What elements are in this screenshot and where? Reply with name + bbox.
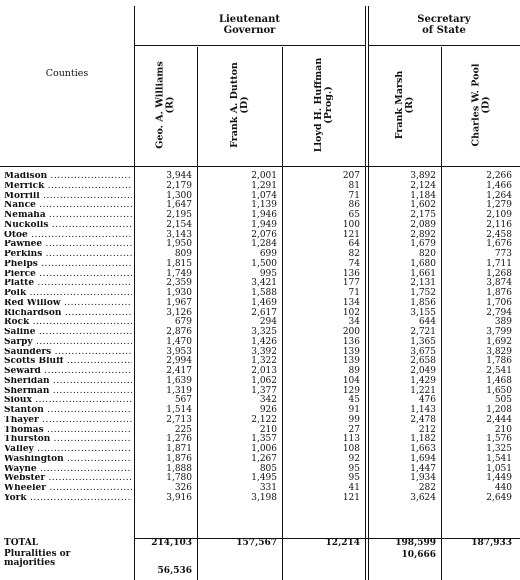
vote-cell: 1,930 [166, 288, 192, 298]
vote-cell: 1,291 [251, 180, 277, 191]
vote-cell: 1,967 [166, 297, 192, 308]
huffman-header [283, 47, 365, 163]
vote-cell: 1,946 [251, 210, 277, 220]
county-name: Sarpy ..... [4, 338, 132, 348]
vote-cell: 27 [348, 424, 360, 435]
vote-cell: 207 [342, 171, 360, 181]
county-name: Pierce ..... [4, 270, 132, 280]
vote-cell: 99 [348, 414, 360, 425]
vote-cell: 2,013 [251, 366, 277, 376]
county-name: Valley ..... [4, 445, 132, 455]
vote-cell: 1,074 [251, 190, 277, 201]
vote-cell: 1,949 [251, 219, 277, 230]
vote-cell: 92 [348, 453, 360, 464]
vote-cell: 65 [348, 210, 360, 220]
counties-header: Counties [45, 68, 89, 79]
vote-cell: 1,888 [166, 463, 192, 474]
vote-cell: 102 [342, 307, 360, 318]
vote-cell: 41 [348, 483, 360, 493]
group-header-underline-right [368, 45, 520, 46]
county-name: Nuckolls ..... [4, 221, 132, 231]
vote-cell: 1,856 [410, 297, 436, 308]
vote-cell: 1,447 [410, 463, 436, 474]
vote-cell: 2,124 [410, 180, 436, 191]
vote-cell: 1,500 [251, 258, 277, 269]
huffman-header-label: Lloyd H. Huffman (Prog.) [313, 57, 335, 153]
county-name: Rock ..... [4, 318, 132, 328]
vote-cell: 1,749 [166, 268, 192, 279]
williams-header-label: Geo. A. Williams (R) [155, 61, 177, 149]
vote-cell: 1,680 [410, 258, 436, 269]
vote-cell: 1,426 [251, 336, 277, 347]
county-name: Nemaha ..... [4, 211, 132, 221]
total-marsh: 198,599 [395, 538, 436, 548]
county-name: Morrill ..... [4, 192, 132, 202]
vote-cell: 1,143 [410, 405, 436, 415]
vote-cell: 1,871 [166, 444, 192, 454]
county-name: Sheridan ..... [4, 377, 132, 387]
vote-cell: 2,175 [410, 210, 436, 220]
vote-cell: 773 [494, 249, 512, 259]
vote-cell: 805 [259, 463, 277, 474]
vote-cell: 2,478 [410, 414, 436, 425]
vote-cell: 2,049 [410, 366, 436, 376]
vote-cell: 505 [494, 395, 512, 406]
table-row [0, 182, 520, 192]
table-row [0, 455, 520, 465]
table-row [0, 260, 520, 270]
vote-cell: 3,421 [251, 278, 277, 289]
vote-cell: 389 [494, 317, 512, 328]
dutton-header [198, 47, 282, 163]
county-name: Saline ..... [4, 328, 132, 338]
vote-cell: 2,994 [166, 356, 192, 367]
total-label: TOTAL [4, 538, 39, 548]
vote-cell: 100 [342, 219, 360, 230]
vote-cell: 2,444 [486, 414, 512, 425]
county-name: Wayne ..... [4, 465, 132, 475]
vote-cell: 1,786 [486, 356, 512, 367]
vote-cell: 1,639 [166, 375, 192, 386]
vote-cell: 1,276 [166, 434, 192, 445]
vote-cell: 282 [418, 483, 436, 493]
vote-cell: 1,357 [251, 434, 277, 445]
vote-cell: 1,182 [410, 434, 436, 445]
vote-cell: 1,325 [486, 444, 512, 454]
vote-cell: 331 [259, 483, 277, 493]
vote-cell: 820 [418, 249, 436, 259]
vote-cell: 1,679 [410, 239, 436, 250]
vote-cell: 1,449 [486, 473, 512, 484]
vote-cell: 1,377 [251, 385, 277, 396]
plurality-marsh: 10,666 [401, 550, 436, 560]
table-row [0, 338, 520, 348]
vote-cell: 3,953 [166, 346, 192, 357]
county-name: Pawnee ..... [4, 240, 132, 250]
vote-cell: 64 [348, 239, 360, 250]
county-name: Sioux ..... [4, 396, 132, 406]
vote-cell: 3,198 [251, 492, 277, 503]
vote-cell: 476 [418, 395, 436, 406]
pool-header [442, 47, 520, 163]
vote-cell: 440 [494, 483, 512, 493]
vote-cell: 74 [348, 258, 360, 269]
vote-cell: 2,195 [166, 210, 192, 220]
vote-cell: 95 [348, 463, 360, 474]
vote-cell: 2,359 [166, 278, 192, 289]
county-name: Madison ..... [4, 172, 132, 182]
williams-header [135, 47, 197, 163]
vote-cell: 1,279 [486, 200, 512, 211]
vote-cell: 2,458 [486, 229, 512, 240]
vote-cell: 2,154 [166, 219, 192, 230]
total-dutton: 157,567 [236, 538, 277, 548]
vote-cell: 2,122 [251, 414, 277, 425]
vote-cell: 2,721 [410, 327, 436, 337]
vote-cell: 1,602 [410, 200, 436, 211]
vote-cell: 225 [174, 424, 192, 435]
vote-cell: 926 [259, 405, 277, 415]
vote-cell: 2,892 [410, 229, 436, 240]
vote-cell: 121 [342, 229, 360, 240]
vote-cell: 1,322 [251, 356, 277, 367]
vote-cell: 129 [342, 385, 360, 396]
marsh-header [369, 47, 441, 163]
vote-cell: 71 [348, 190, 360, 201]
vote-cell: 1,470 [166, 336, 192, 347]
vote-cell: 2,658 [410, 356, 436, 367]
vote-cell: 2,131 [410, 278, 436, 289]
vote-cell: 1,588 [251, 288, 277, 298]
vote-cell: 1,934 [410, 473, 436, 484]
vote-cell: 1,650 [486, 385, 512, 396]
vote-cell: 1,208 [486, 405, 512, 415]
vote-cell: 2,266 [486, 171, 512, 181]
pluralities-label: Pluralities or majorities [4, 549, 71, 568]
county-name: Perkins ..... [4, 250, 132, 260]
vote-cell: 2,649 [486, 492, 512, 503]
vote-cell: 995 [259, 268, 277, 279]
vote-cell: 1,541 [486, 453, 512, 464]
vote-cell: 1,468 [486, 375, 512, 386]
vote-cell: 1,264 [486, 190, 512, 201]
vote-cell: 1,692 [486, 336, 512, 347]
county-name: Phelps ..... [4, 260, 132, 270]
vote-cell: 3,799 [486, 327, 512, 337]
vote-cell: 2,713 [166, 414, 192, 425]
vote-cell: 1,876 [486, 288, 512, 298]
vote-cell: 136 [342, 336, 360, 347]
vote-cell: 1,514 [166, 405, 192, 415]
vote-cell: 3,892 [410, 171, 436, 181]
vote-cell: 210 [259, 424, 277, 435]
vote-cell: 200 [342, 327, 360, 337]
vote-cell: 1,576 [486, 434, 512, 445]
county-name: Platte ..... [4, 279, 132, 289]
vote-cell: 1,706 [486, 297, 512, 308]
vote-cell: 113 [342, 434, 360, 445]
vote-cell: 644 [418, 317, 436, 328]
vote-cell: 342 [259, 395, 277, 406]
county-name: Thomas ..... [4, 426, 132, 436]
vote-cell: 2,179 [166, 180, 192, 191]
vote-cell: 1,663 [410, 444, 436, 454]
vote-cell: 1,466 [486, 180, 512, 191]
vote-cell: 3,392 [251, 346, 277, 357]
vote-cell: 86 [348, 200, 360, 211]
vote-cell: 121 [342, 492, 360, 503]
vote-cell: 3,325 [251, 327, 277, 337]
vote-cell: 1,139 [251, 200, 277, 211]
vote-cell: 1,319 [166, 385, 192, 396]
vote-cell: 34 [348, 317, 360, 328]
county-name: Saunders ..... [4, 348, 132, 358]
vote-cell: 95 [348, 473, 360, 484]
vote-cell: 139 [342, 356, 360, 367]
vote-cell: 210 [494, 424, 512, 435]
pool-header-label: Charles W. Pool (D) [470, 63, 492, 147]
vote-cell: 71 [348, 288, 360, 298]
vote-cell: 2,876 [166, 327, 192, 337]
vote-cell: 3,126 [166, 307, 192, 318]
total-huffman: 12,214 [325, 538, 360, 548]
county-name: Scotts Bluff ..... [4, 357, 132, 367]
lieutenant-governor-header: Lieutenant Governor [218, 14, 281, 36]
county-name: Polk ..... [4, 289, 132, 299]
vote-cell: 108 [342, 444, 360, 454]
county-name: Thurston ..... [4, 435, 132, 445]
vote-cell: 3,624 [410, 492, 436, 503]
vote-cell: 1,676 [486, 239, 512, 250]
vote-cell: 1,006 [251, 444, 277, 454]
vote-cell: 1,429 [410, 375, 436, 386]
vote-cell: 2,089 [410, 219, 436, 230]
county-name: Otoe ..... [4, 231, 132, 241]
vote-cell: 1,300 [166, 190, 192, 201]
vote-cell: 1,365 [410, 336, 436, 347]
county-name: Washington ..... [4, 455, 132, 465]
county-name: Wheeler ..... [4, 484, 132, 494]
vote-cell: 1,267 [251, 453, 277, 464]
vote-cell: 139 [342, 346, 360, 357]
vote-cell: 3,829 [486, 346, 512, 357]
vote-cell: 3,916 [166, 492, 192, 503]
county-name: Sherman ..... [4, 387, 132, 397]
county-name: Webster ..... [4, 474, 132, 484]
group-header-underline-left [134, 45, 365, 46]
vote-cell: 3,155 [410, 307, 436, 318]
vote-cell: 567 [174, 395, 192, 406]
vote-cell: 1,815 [166, 258, 192, 269]
total-row [0, 539, 520, 549]
vote-cell: 2,109 [486, 210, 512, 220]
vote-cell: 1,780 [166, 473, 192, 484]
vote-cell: 104 [342, 375, 360, 386]
vote-cell: 1,284 [251, 239, 277, 250]
vote-cell: 134 [342, 297, 360, 308]
county-name: Thayer ..... [4, 416, 132, 426]
vote-cell: 1,469 [251, 297, 277, 308]
vote-cell: 1,184 [410, 190, 436, 201]
vote-cell: 91 [348, 405, 360, 415]
county-name: Nance ..... [4, 201, 132, 211]
dutton-header-label: Frank A. Dutton (D) [229, 62, 250, 148]
vote-cell: 1,711 [486, 258, 512, 269]
vote-cell: 1,694 [410, 453, 436, 464]
marsh-header-label: Frank Marsh (R) [394, 70, 415, 140]
vote-cell: 699 [259, 249, 277, 259]
table-row [0, 221, 520, 231]
vote-cell: 81 [348, 180, 360, 191]
vote-cell: 1,051 [486, 463, 512, 474]
plurality-williams: 56,536 [157, 566, 192, 576]
vote-cell: 1,647 [166, 200, 192, 211]
county-name: York ..... [4, 494, 132, 504]
table-row [0, 377, 520, 387]
table-row [0, 299, 520, 309]
vote-cell: 2,541 [486, 366, 512, 376]
total-williams: 214,103 [151, 538, 192, 548]
county-name: Richardson ..... [4, 309, 132, 319]
vote-cell: 136 [342, 268, 360, 279]
county-name: Merrick ..... [4, 182, 132, 192]
county-name: Red Willow ..... [4, 299, 132, 309]
county-name: Stanton ..... [4, 406, 132, 416]
total-pool: 187,933 [471, 538, 512, 548]
vote-cell: 1,876 [166, 453, 192, 464]
vote-cell: 1,062 [251, 375, 277, 386]
vote-cell: 3,944 [166, 171, 192, 181]
vote-cell: 809 [174, 249, 192, 259]
vote-cell: 2,001 [251, 171, 277, 181]
vote-cell: 1,752 [410, 288, 436, 298]
vote-cell: 82 [348, 249, 360, 259]
secretary-of-state-header: Secretary of State [417, 14, 471, 36]
vote-cell: 2,617 [251, 307, 277, 318]
vote-cell: 326 [174, 483, 192, 493]
vote-cell: 177 [342, 278, 360, 289]
vote-cell: 1,495 [251, 473, 277, 484]
vote-cell: 1,950 [166, 239, 192, 250]
vote-cell: 3,675 [410, 346, 436, 357]
vote-cell: 3,143 [166, 229, 192, 240]
vote-cell: 3,874 [486, 278, 512, 289]
vote-cell: 1,268 [486, 268, 512, 279]
vote-cell: 679 [174, 317, 192, 328]
vote-cell: 2,794 [486, 307, 512, 318]
vote-cell: 45 [348, 395, 360, 406]
vote-cell: 2,116 [486, 219, 512, 230]
vote-cell: 1,221 [410, 385, 436, 396]
vote-cell: 294 [259, 317, 277, 328]
header-bottom-rule [0, 166, 520, 167]
table-row [0, 416, 520, 426]
vote-cell: 2,417 [166, 366, 192, 376]
vote-cell: 2,076 [251, 229, 277, 240]
county-name: Seward ..... [4, 367, 132, 377]
vote-cell: 89 [348, 366, 360, 376]
vote-cell: 212 [418, 424, 436, 435]
table-row [0, 494, 520, 504]
vote-cell: 1,661 [410, 268, 436, 279]
